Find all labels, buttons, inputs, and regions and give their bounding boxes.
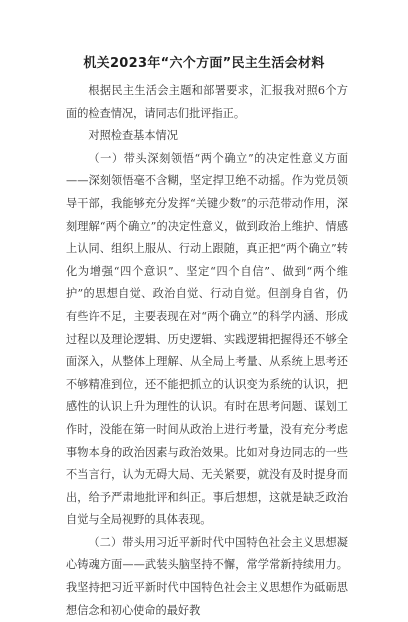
section-two-paragraph: （二）带头用习近平新时代中国特色社会主义思想凝心铸魂方面——武装头脑坚持不懈，常学常新持续用力。我坚持把习近平新时代中国特色社会主义思想作为砥砺思想信念和初心使命的最好教 <box>66 535 348 617</box>
section-one-paragraph: （一）带头深刻领悟“两个确立”的决定性意义方面——深刻领悟毫不含糊，坚定捍卫绝不动摇。作为党员领导干部，我能够充分发挥“关键少数”的示范带动作用，深刻理解“两个确立”的决定性意义，做到政治上维护、情感上认同、组织上服从、行动上跟随，真正把“两个确立”转化为增强“四个意识”、坚定“四个自信”、做到“两个维护”的思想自觉、政治自觉、行动自觉。但剖身自省，仍有些许不足，主要表现在对“两个确立”的科学内涵、形成过程以及理论逻辑、历史逻辑、实践逻辑把握得还不够全面深入，从整体上理解、从全局上考量、从系统上思考还不够精准到位，还不能把抓立的认识变为系统的认识，把感性的认识上升为理性的认识。有时在思考问题、谋划工作时，没能在第一时间从政治上进行考量，没有充分考虑事物本身的政治因素与政治效果。比如对身边同志的一些不当言行，认为无碍大局、无关紧要，就没有及时提身而出，给予严肃地批评和纠正。事后想想，这就是缺乏政治自觉与全局视野的具体表现。 <box>66 151 348 527</box>
document-body <box>66 80 348 622</box>
intro-paragraph: 根据民主生活会主题和部署要求，汇报我对照6个方面的检查情况，请同志们批评指正。 <box>66 84 348 120</box>
section-heading: 对照检查基本情况 <box>88 129 178 143</box>
document-title: 机关2023年“六个方面”民主生活会材料 <box>83 56 325 71</box>
